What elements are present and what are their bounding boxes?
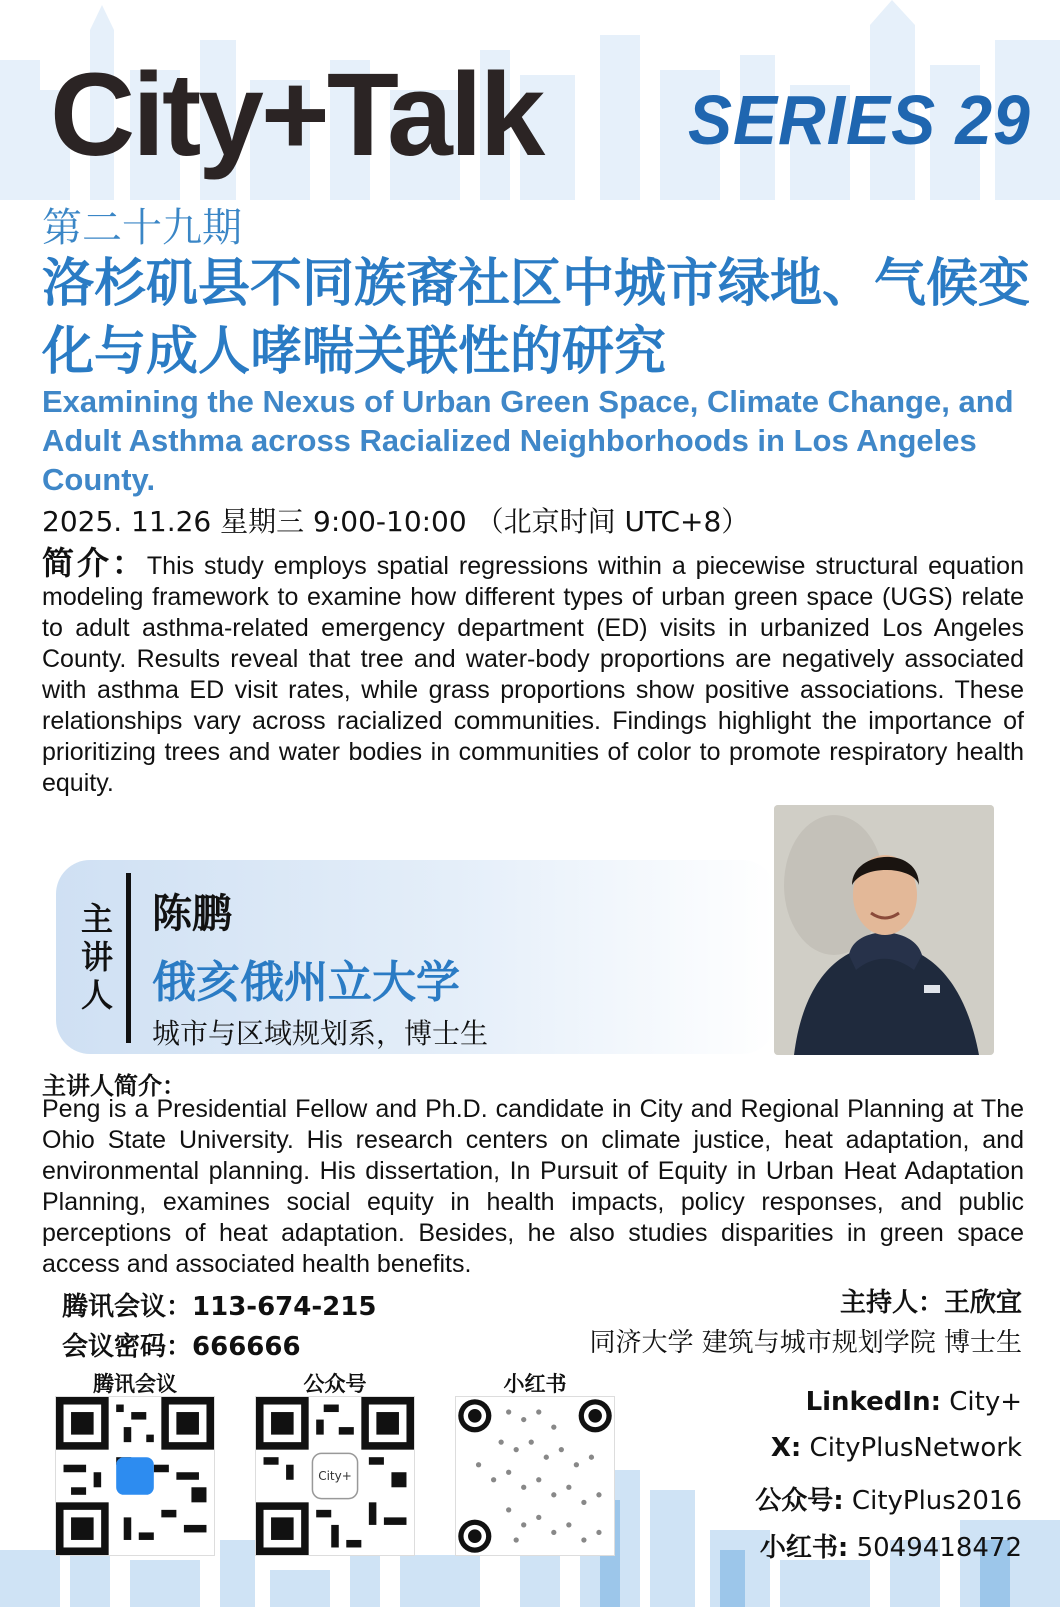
social-xiaohongshu-value: 5049418472 (848, 1533, 1022, 1563)
speaker-university: 俄亥俄州立大学 (152, 957, 460, 1008)
social-xiaohongshu (760, 1527, 1022, 1564)
social-wechat-value: CityPlus2016 (843, 1486, 1022, 1516)
meeting-password-label: 会议密码： (62, 1332, 193, 1362)
speaker-bio-label: 主讲人简介： (42, 1072, 186, 1100)
social-wechat (755, 1480, 1022, 1517)
meeting-password (62, 1326, 301, 1363)
event-datetime: 2025. 11.26 星期三 9:00-10:00 （北京时间 UTC+8） (42, 505, 750, 538)
social-wechat-label: 公众号: (755, 1486, 844, 1516)
qr-label: 小红书 (503, 1372, 567, 1396)
social-x-value: CityPlusNetwork (801, 1433, 1022, 1463)
logo-text: City+Talk (50, 49, 543, 181)
meeting-id (62, 1286, 376, 1323)
qr-code-icon (55, 1396, 215, 1556)
qr-label: 公众号 (303, 1372, 367, 1396)
social-x (771, 1433, 1022, 1463)
social-x-label: X: (770, 1433, 802, 1463)
host-affiliation: 同济大学 建筑与城市规划学院 博士生 (589, 1328, 1022, 1358)
social-linkedin-value: City+ (940, 1387, 1022, 1417)
speaker-photo (774, 805, 994, 1055)
qr-center-label: City+ (318, 1468, 352, 1483)
speaker-divider (126, 873, 131, 1043)
series-label: SERIES 29 (688, 81, 1031, 159)
qr-label: 腾讯会议 (93, 1372, 177, 1396)
qr-xiaohongshu[interactable] (455, 1368, 615, 1560)
host-name: 王欣宜 (943, 1288, 1022, 1318)
abstract (42, 545, 1024, 799)
title-chinese: 洛杉矶县不同族裔社区中城市绿地、气候变化与成人哮喘关联性的研究 (42, 254, 1031, 382)
issue-number: 第二十九期 (42, 205, 242, 251)
host-label: 主持人： (839, 1288, 944, 1318)
abstract-text: This study employs spatial regressions within a piecewise structural equation modeling framework to examine how different types of urban green space (UGS) relate to adult asthma-related emergency department (ED) visits in urbanized Los Angeles County. Results reveal that tree and water-body proportions are negatively associated with asthma ED visit rates, while grass proportions show positive associations. These relationships vary across racialized communities. Findings highlight the importance of prioritizing trees and water bodies in communities of color to promote respiratory health equity. (42, 552, 1024, 797)
speaker-name: 陈鹏 (152, 891, 232, 937)
meeting-password-value: 666666 (192, 1332, 301, 1362)
host (840, 1282, 1022, 1319)
social-xiaohongshu-label: 小红书: (759, 1533, 849, 1563)
speaker-role-label: 主讲人 (80, 900, 113, 1014)
speaker-department: 城市与区域规划系，博士生 (152, 1017, 489, 1050)
meeting-id-label: 腾讯会议： (62, 1292, 193, 1322)
qr-code-icon (455, 1396, 615, 1556)
qr-wechat-official[interactable] (255, 1368, 415, 1560)
qr-tencent-meeting[interactable] (55, 1368, 215, 1560)
qr-code-icon (255, 1396, 415, 1556)
abstract-label: 简介： (42, 545, 147, 581)
social-linkedin-label: LinkedIn: (805, 1387, 941, 1417)
speaker-bio: Peng is a Presidential Fellow and Ph.D. candidate in City and Regional Planning at The Ohio State University. His research centers on climate justice, heat adaptation, and environmental planning. His dissertation, In Pursuit of Equity in Urban Heat Adaptation Planning, examines social equity in health impacts, policy responses, and public perceptions of heat adaptation. Besides, he also studies disparities in green space access and associated health benefits. (42, 1095, 1024, 1278)
social-linkedin (806, 1387, 1022, 1417)
meeting-id-value: 113-674-215 (192, 1292, 377, 1322)
title-english: Examining the Nexus of Urban Green Space, Climate Change, and Adult Asthma across Racialized Neighborhoods in Los Angeles County. (42, 384, 1014, 497)
